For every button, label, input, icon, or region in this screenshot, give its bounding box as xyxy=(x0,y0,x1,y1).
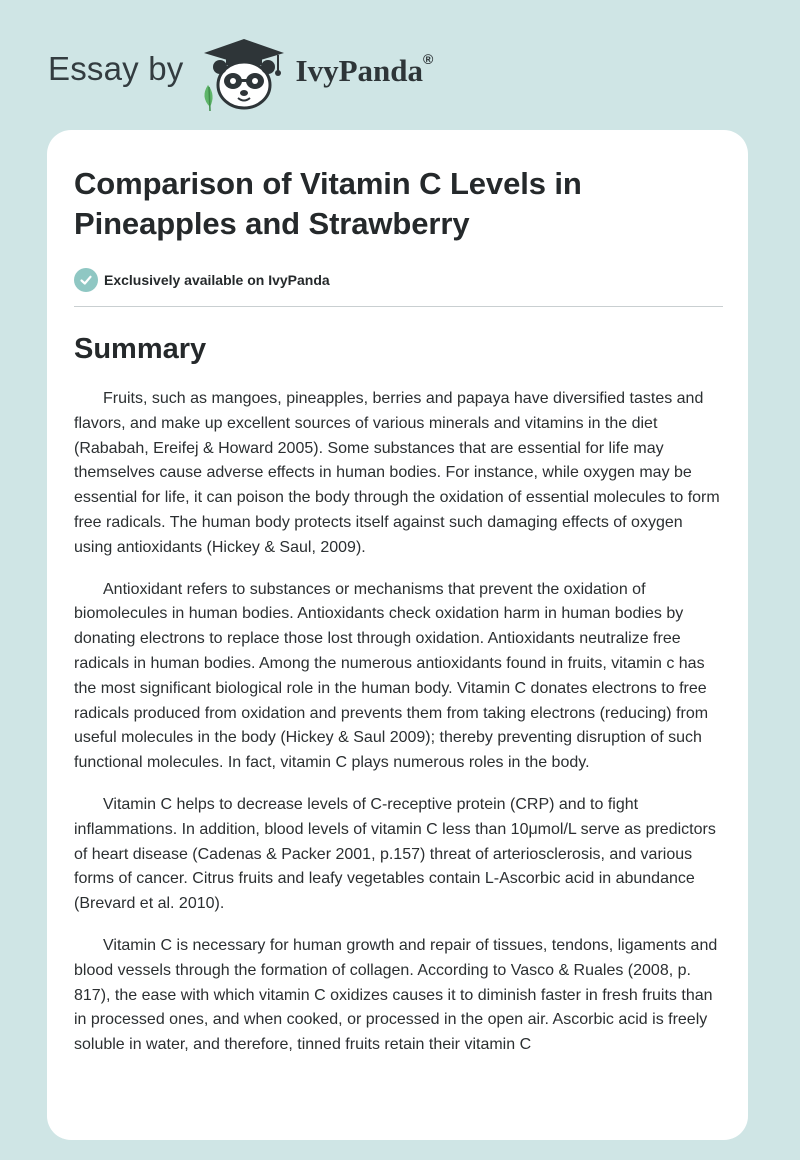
essay-by-label: Essay by xyxy=(48,50,184,87)
section-heading: Summary xyxy=(74,333,207,365)
divider xyxy=(74,306,723,307)
leaf-icon xyxy=(204,85,212,111)
check-icon xyxy=(74,268,98,292)
paragraph: Vitamin C is necessary for human growth and repair of tissues, tendons, ligaments and blood vessels through the formation of collagen. According to Vasco & Ruales (2008, p. 817), the ease with which vitamin C oxidizes causes it to diminish faster in fresh fruits than in processed ones, and when cooked, or processed in the open air. Ascorbic acid is freely soluble in water, and therefore, tinned fruits retain their vitamin C xyxy=(74,936,718,1054)
panda-logo-icon[interactable] xyxy=(198,35,290,113)
brand-name[interactable]: IvyPanda® xyxy=(295,50,434,88)
exclusive-badge-label: Exclusively available on IvyPanda xyxy=(104,272,330,288)
paragraph: Vitamin C helps to decrease levels of C-receptive protein (CRP) and to fight inflammations. In addition, blood levels of vitamin C less than 10μmol/L serve as predictors of heart disease (Cadenas & Packer 2001, p.157) threat of arteriosclerosis, and various forms of cancer. Citrus fruits and leafy vegetables contain L-Ascorbic acid in abundance (Brevard et al. 2010). xyxy=(74,795,716,913)
exclusive-badge xyxy=(74,266,722,294)
registered-mark: ® xyxy=(422,50,434,67)
essay-card xyxy=(47,130,748,1140)
paragraph: Fruits, such as mangoes, pineapples, berries and papaya have diversified tastes and flavors, and make up excellent sources of various minerals and vitamins in the diet (Rababah, Ereifej & Howard 2005). Some substances that are essential for life may themselves cause adverse effects in human bodies. For instance, while oxygen may be essential for life, it can poison the body through the oxidation of essential molecules to form free radicals. The human body protects itself against such damaging effects of oxygen using antioxidants (Hickey & Saul, 2009). xyxy=(74,390,720,556)
site-header xyxy=(48,34,433,114)
paragraph: Antioxidant refers to substances or mechanisms that prevent the oxidation of biomolecules in human bodies. Antioxidants check oxidation harm in human bodies by donating electrons to replace those lost through oxidation. Antioxidants neutralize free radicals in human bodies. Among the numerous antioxidants found in fruits, vitamin c has the most significant biological role in the human body. Vitamin C donates electrons to free radicals produced from oxidation and prevents them from taking electrons (reducing) from useful molecules in the body (Hickey & Saul 2009); thereby preventing disruption of such functional molecules. In fact, vitamin C plays numerous roles in the body. xyxy=(74,580,709,772)
essay-title: Comparison of Vitamin C Levels in Pineapples and Strawberry xyxy=(74,166,582,241)
